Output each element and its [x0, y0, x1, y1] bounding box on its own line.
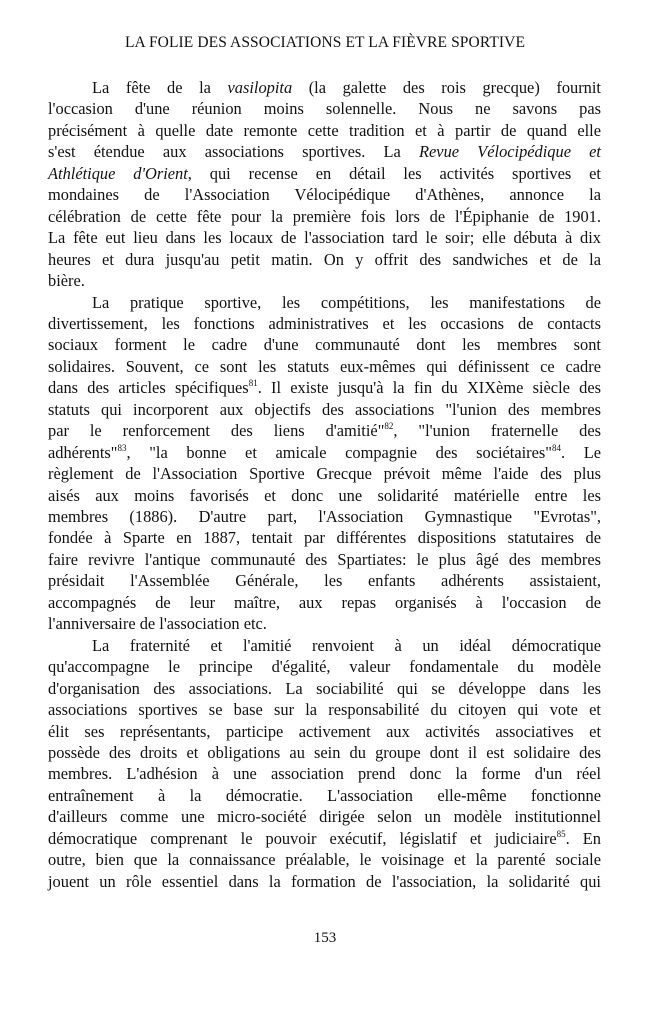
text-line [48, 357, 601, 377]
text-line [48, 99, 601, 119]
text-segment: La pratique sportive, les compétitions, les manifestations de [92, 292, 601, 312]
text-segment: membres (1886). D'autre part, l'Association Gymnastique "Evrotas", [48, 507, 601, 526]
text-segment: divertissement, les fonctions administratives et les occasions de contacts [48, 313, 601, 333]
footnote-ref: 83 [117, 442, 127, 453]
text-segment: La fête eut lieu dans les locaux de l'association tard le soir; elle débuta à dix [48, 228, 601, 248]
text-segment: célébration de cette fête pour la première fois lors de l'Épiphanie de 1901. [48, 206, 601, 226]
text-line [48, 528, 601, 548]
text-line [48, 657, 601, 677]
text-line [48, 121, 601, 141]
text-segment: accompagnés de leur maître, aux repas organisés à l'occasion de [48, 592, 601, 612]
text-line [48, 807, 601, 827]
text-line [92, 78, 601, 98]
text-line [48, 829, 601, 849]
text-segment: aisés aux moins favorisés et donc une solidarité matérielle entre les [48, 485, 601, 505]
text-line [92, 636, 601, 656]
text-segment: , qui recense en détail les activités sportives et [187, 163, 601, 183]
text-segment: membres. L'adhésion à une association prend donc la forme d'un réel [48, 764, 601, 784]
footnote-ref: 82 [384, 421, 394, 432]
text-line [48, 228, 601, 248]
text-line [48, 142, 601, 162]
text-segment: entraînement à la démocratie. L'association elle-même fonctionne [48, 785, 601, 805]
text-line [48, 271, 601, 291]
italic-text: vasilopita [227, 78, 293, 97]
text-line [48, 185, 601, 205]
text-segment: bière. [48, 271, 85, 291]
text-line [48, 486, 601, 506]
text-segment: associations sportives se base sur la responsabilité du citoyen qui vote et [48, 700, 601, 720]
text-segment: d'organisation des associations. La sociabilité qui se développe dans les [48, 678, 601, 698]
text-segment: s'est étendue aux associations sportives. La [48, 142, 420, 162]
text-line [48, 571, 601, 591]
italic-text: Athlétique d'Orient [48, 163, 188, 183]
running-header: LA FOLIE DES ASSOCIATIONS ET LA FIÈVRE SPORTIVE [124, 34, 526, 51]
text-line [48, 593, 601, 613]
text-segment: dans des articles spécifiques [48, 378, 249, 398]
text-line [48, 700, 601, 720]
text-segment: règlement de l'Association Sportive Grecque prévoit même l'aide des plus [48, 464, 601, 484]
text-segment: élit ses représentants, participe activement aux activités associatives et [48, 721, 601, 741]
text-line [48, 378, 601, 398]
text-segment: qu'accompagne le principe d'égalité, valeur fondamentale du modèle [48, 657, 601, 677]
text-line [48, 614, 601, 634]
text-segment: . Le [560, 442, 601, 462]
text-segment: présidait l'Assemblée Générale, les enfants adhérents assistaient, [48, 571, 601, 591]
text-segment: . Il existe jusqu'à la fin du XIXème siècle des [257, 378, 601, 398]
text-segment: fondée à Sparte en 1887, tentait par différentes dispositions statutaires de [48, 528, 601, 548]
text-segment: mondaines de l'Association Vélocipédique d'Athènes, annonce la [48, 185, 601, 205]
text-segment: La fraternité et l'amitié renvoient à un idéal démocratique [92, 635, 601, 655]
text-line [48, 443, 601, 463]
text-line [48, 314, 601, 334]
text-segment: par le renforcement des liens d'amitié" [48, 421, 385, 441]
text-line [48, 164, 601, 184]
text-line [48, 679, 601, 699]
text-line [48, 421, 601, 441]
text-line [48, 335, 601, 355]
text-segment: jouent un rôle essentiel dans la formation de l'association, la solidarité qui [48, 871, 601, 891]
footnote-ref: 81 [248, 378, 258, 389]
text-segment: faire revivre l'antique communauté des Spartiates: le plus âgé des membres [48, 549, 601, 569]
text-segment: précisément à quelle date remonte cette tradition et à partir de quand elle [48, 120, 601, 140]
text-line [92, 293, 601, 313]
text-segment: d'ailleurs comme une micro-société dirigée selon un modèle institutionnel [48, 807, 601, 827]
text-line [48, 722, 601, 742]
text-segment: démocratique comprenant le pouvoir exécutif, législatif et judiciaire [48, 828, 557, 848]
text-line [48, 250, 601, 270]
text-segment: . En [565, 828, 602, 848]
text-segment: sociaux forment le cadre d'une communauté dont les membres sont [48, 335, 601, 355]
text-segment: La fête de la [92, 78, 228, 97]
text-line [48, 464, 601, 484]
text-line [48, 872, 601, 892]
text-segment: solidaires. Souvent, ce sont les statuts eux-mêmes qui définissent ce cadre [48, 356, 601, 376]
text-line [48, 207, 601, 227]
page-number: 153 [313, 930, 337, 946]
text-segment: (la galette des rois grecque) fournit [292, 78, 601, 97]
text-segment: outre, bien que la connaissance préalable, le voisinage et la parenté sociale [48, 850, 601, 870]
text-segment: , "la bonne et amicale compagnie des sociétaires" [126, 442, 552, 462]
footnote-ref: 84 [551, 442, 561, 453]
text-line [48, 400, 601, 420]
text-segment: possède des droits et obligations au sein du groupe dont il est solidaire des [48, 742, 601, 762]
text-segment: , "l'union fraternelle des [393, 421, 601, 441]
text-segment: l'occasion d'une réunion moins solennelle. Nous ne savons pas [48, 99, 601, 119]
text-line [48, 507, 601, 527]
text-line [48, 786, 601, 806]
text-segment: heures et dura jusqu'au petit matin. On y offrit des sandwiches et de la [48, 249, 601, 269]
italic-text: Revue Vélocipédique et [419, 142, 601, 162]
footnote-ref: 85 [556, 828, 566, 839]
text-segment: statuts qui incorporent aux objectifs des associations "l'union des membres [48, 399, 601, 419]
text-segment: adhérents" [48, 442, 118, 462]
text-segment: l'anniversaire de l'association etc. [48, 614, 267, 634]
text-line [48, 764, 601, 784]
text-line [48, 550, 601, 570]
text-line [48, 850, 601, 870]
text-line [48, 743, 601, 763]
